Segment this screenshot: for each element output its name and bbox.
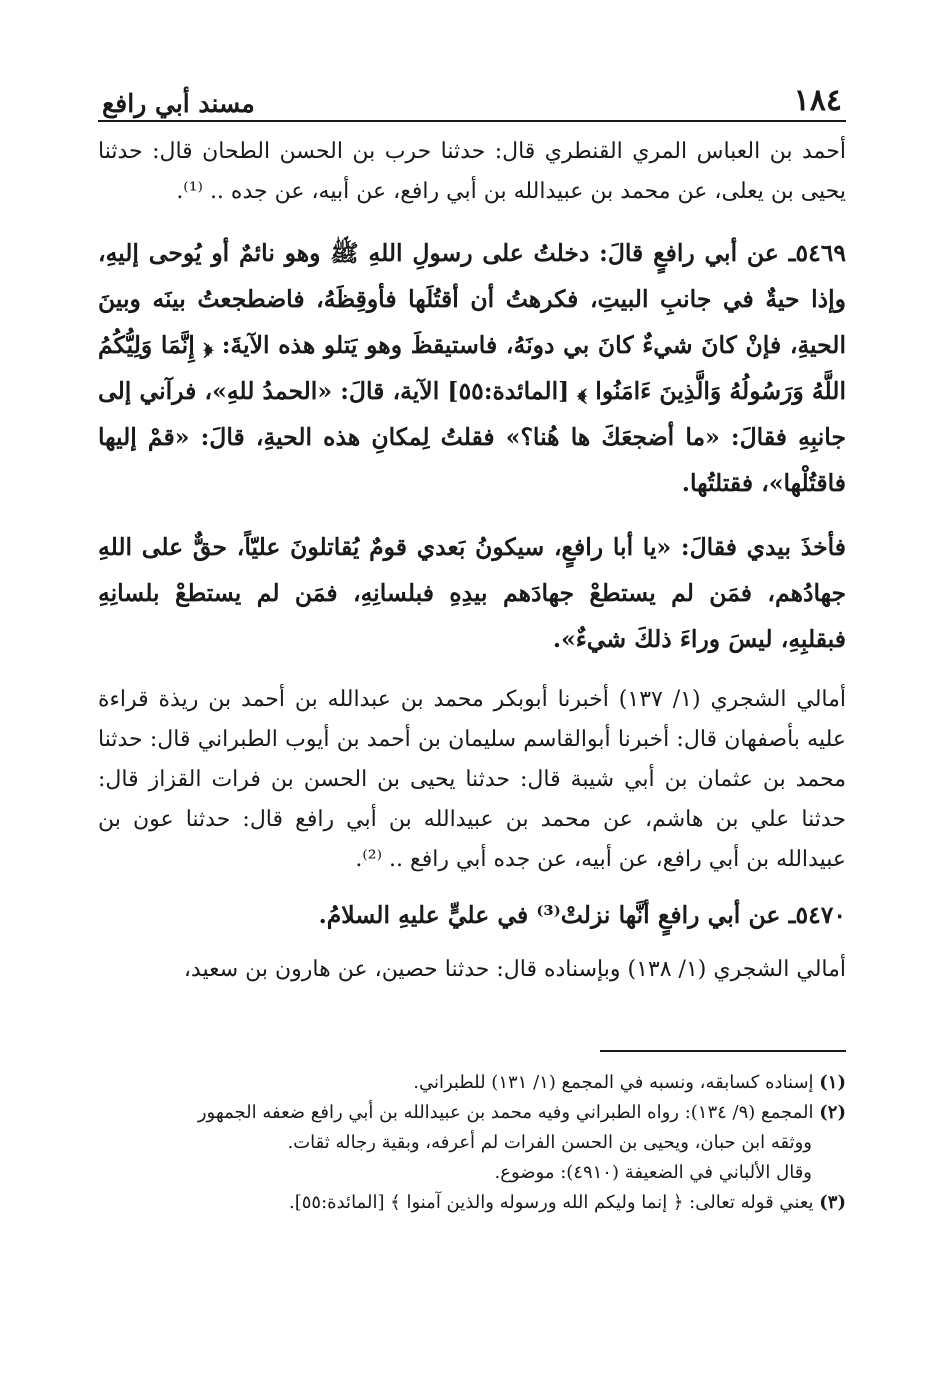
footnote-number: (٣) (819, 1192, 846, 1213)
footnote-3 (98, 1188, 846, 1218)
footnote-text: المجمع (٩/ ١٣٤): رواه الطبراني وفيه محمد بن عبيدالله بن أبي رافع ضعفه الجمهور (197, 1102, 814, 1123)
main-text (98, 132, 846, 990)
isnad-paragraph: أمالي الشجري (١/ ١٣٧) أخبرنا أبوبكر محمد بن عبدالله بن أحمد بن ريذة قراءة عليه بأصفهان قال: أخبرنا أبوالقاسم سليمان بن أحمد بن أيوب الطبراني قال: حدثنا محمد بن عثمان بن أبي شيبة قال: حدثنا يحيى بن الحسن بن فرات القزاز قال: حدثنا علي بن هاشم، عن محمد بن عبيدالله بن أبي رافع قال: حدثنا عون بن عبيدالله بن أبي رافع، عن أبيه، عن جده أبي رافع .. ⁽²⁾. (98, 687, 846, 872)
footnote-number: (١) (819, 1072, 846, 1093)
hadith-5469: ٥٤٦٩ـ عن أبي رافعٍ قالَ: دخلتُ على رسولِ اللهِ ﷺ وهو نائمٌ أو يُوحى إليهِ، وإذا حيةٌ في جانبِ البيتِ، فكرهتُ أن أقتُلَها فأوقِظَهُ، فاضطجعتُ بينَه وبينَ الحيةِ، فإنْ كانَ شيءٌ كانَ بي دونَهُ، فاستيقظَ وهو يَتلو هذه الآيةَ: ﴿ إِنَّمَا وَلِيُّكُمُ اللَّهُ وَرَسُولُهُ وَالَّذِينَ ءَامَنُوا ﴾ [المائدة:٥٥] الآية، قالَ: «الحمدُ للهِ»، فرآني إلى جانبِهِ فقالَ: «ما أضجعَكَ ها هُنا؟» فقلتُ لِمكانِ هذه الحيةِ، قالَ: «قمْ إليها فاقتُلْها»، فقتلتُها. (98, 239, 846, 497)
hadith-5470: ٥٤٧٠ـ عن أبي رافعٍ أنَّها نزلتْ⁽³⁾ في عليٍّ عليهِ السلامُ. (318, 901, 846, 929)
footnote-2 (98, 1098, 846, 1128)
footnote-separator (98, 1050, 846, 1052)
footnote-2-line-3: وقال الألباني في الضعيفة (٤٩١٠): موضوع. (494, 1162, 812, 1183)
running-title: مسند أبي رافع (102, 89, 255, 118)
footnotes (98, 1068, 846, 1218)
footnote-2-line-2: ووثقه ابن حبان، ويحيى بن الحسن الفرات لم أعرفه، وبقية رجاله ثقات. (287, 1132, 812, 1153)
isnad-paragraph: أحمد بن العباس المري القنطري قال: حدثنا حرب بن الحسن الطحان قال: حدثنا يحيى بن يعلى، عن محمد بن عبيدالله بن أبي رافع، عن أبيه، عن جده .. ⁽¹⁾. (98, 139, 846, 204)
book-page (98, 66, 846, 1213)
isnad-paragraph: أمالي الشجري (١/ ١٣٨) وبإسناده قال: حدثنا حصين، عن هارون بن سعيد، (183, 957, 846, 982)
footnote-text: إسناده كسابقه، ونسبه في المجمع (١/ ١٣١) للطبراني. (413, 1072, 814, 1093)
footnote-text: يعني قوله تعالى: ﴿ إنما وليكم الله ورسوله والذين آمنوا ﴾ [المائدة:٥٥]. (289, 1192, 814, 1213)
hadith-5469-continuation: فأخذَ بيدي فقالَ: «يا أبا رافعٍ، سيكونُ بَعدي قومٌ يُقاتلونَ عليّاً، حقٌّ على اللهِ جهادُهم، فمَن لم يستطعْ جهادَهم بيدِهِ فبلسانِهِ، فمَن لم يستطعْ بلسانِهِ فبقلبِهِ، ليسَ وراءَ ذلكَ شيءٌ». (98, 533, 846, 653)
running-header (98, 66, 846, 122)
page-number: ١٨٤ (793, 83, 842, 118)
footnote-number: (٢) (819, 1102, 846, 1123)
footnote-1 (98, 1068, 846, 1098)
